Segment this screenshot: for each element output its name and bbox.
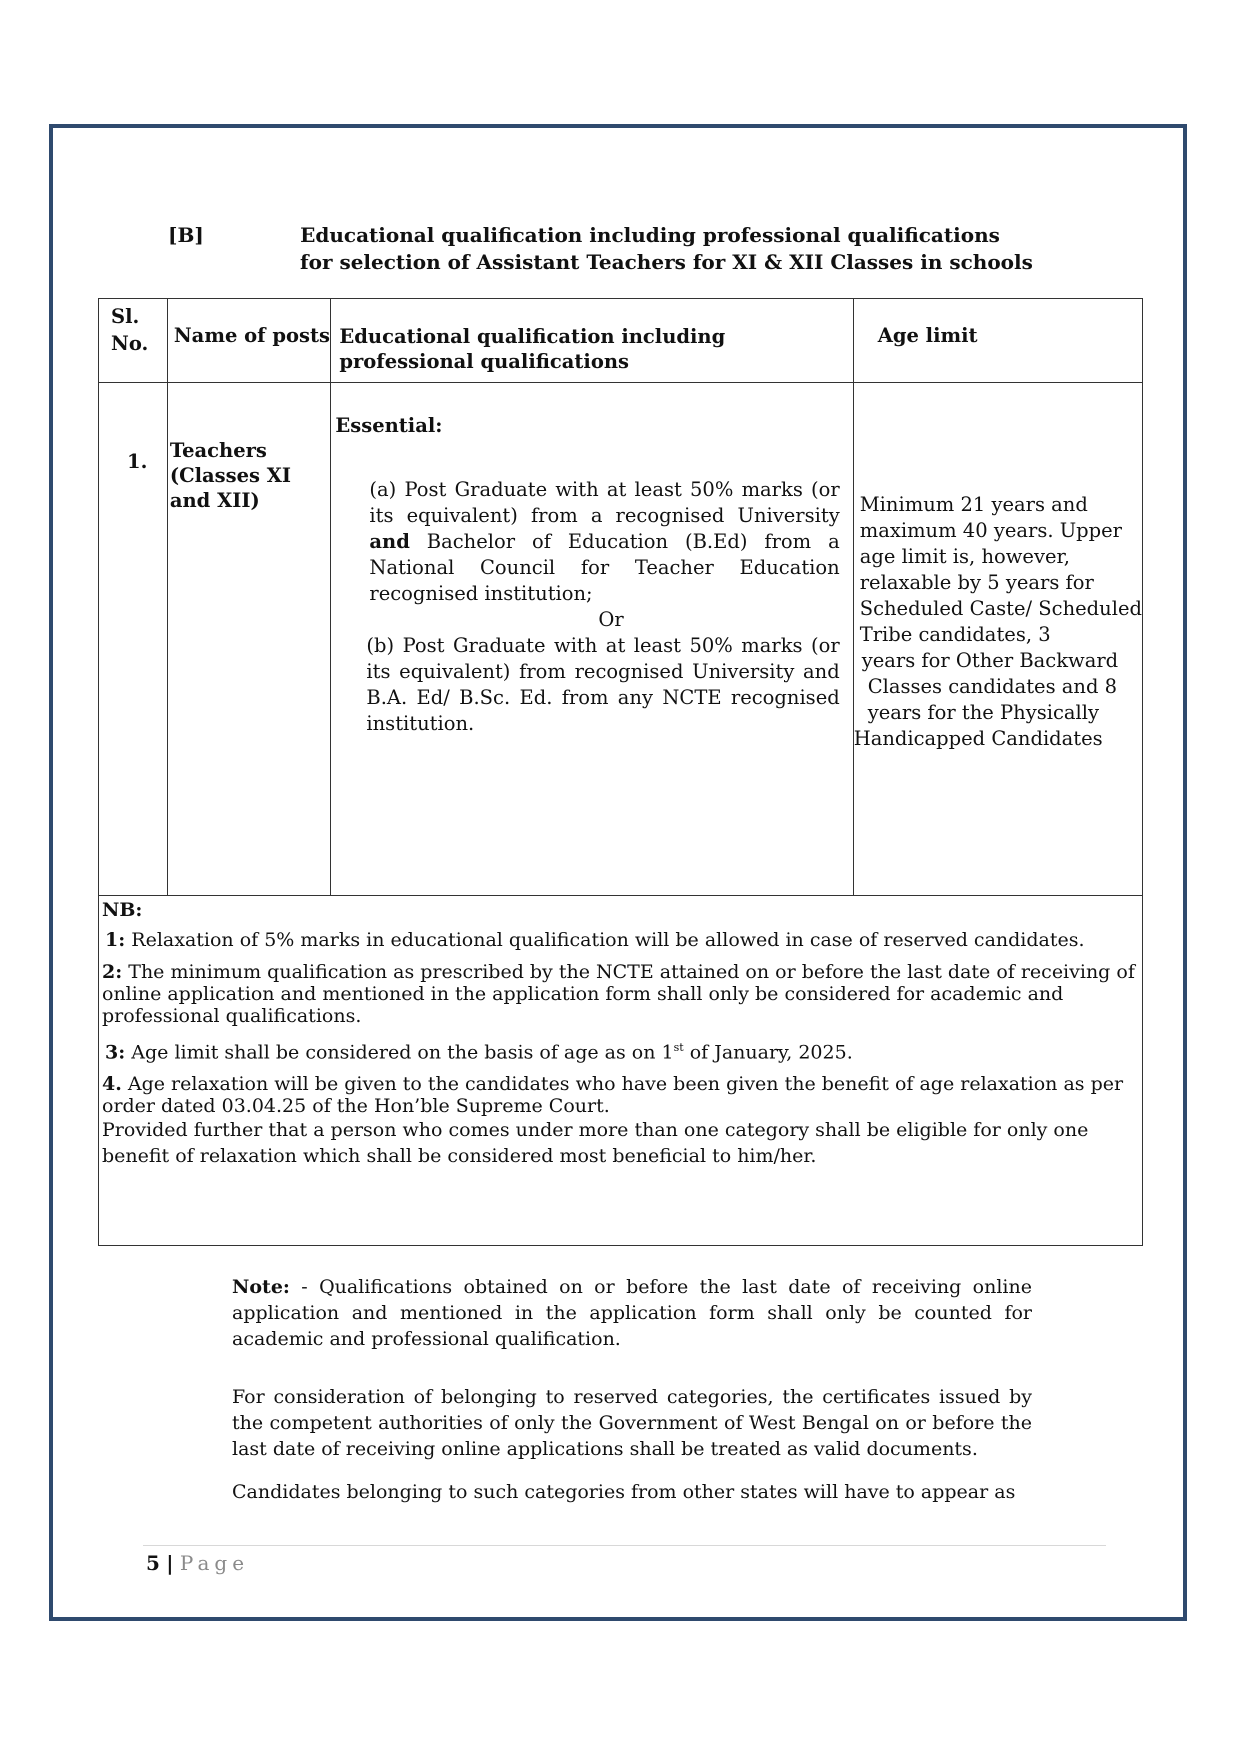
nb-item-4-num: 4. [102, 1073, 122, 1096]
section-label: [B] [168, 223, 204, 247]
essential-label: Essential: [335, 414, 443, 437]
row-sl-cell [99, 383, 168, 896]
page-footer [146, 1551, 249, 1575]
header-post [167, 299, 331, 383]
option-b: (b) Post Graduate with at least 50% marks (or its equivalent) from recognised University and B.A. Ed/ B.Sc. Ed. from any NCTE recognised institution. [366, 634, 840, 735]
nb-item-4-text: Age relaxation will be given to the candidates who have been given the benefit of age relaxation as per order dated 03.04.25 of the Hon’ble Supreme Court. [102, 1073, 1124, 1118]
header-sl: Sl. [111, 305, 140, 328]
header-age-text: Age limit [877, 324, 978, 347]
footer-divider [143, 1545, 1106, 1546]
nb-cell [99, 896, 1143, 1246]
note-text-3: Candidates belonging to such categories from other states will have to appear as [232, 1481, 1016, 1503]
age-limit-line: years for Other Backward [861, 649, 1119, 672]
option-a-and: and [369, 530, 410, 553]
page-label: Page [179, 1551, 250, 1575]
row-sl: 1. [127, 450, 148, 473]
table-row [99, 383, 1143, 896]
row-qualification-cell [331, 383, 853, 896]
header-qualification-text: Educational qualification including professional qualifications [339, 325, 726, 373]
option-a-text-2: Bachelor of Education (B.Ed) from a National Council for Teacher Education recognised institution; [369, 530, 840, 605]
nb-item-3-num: 3: [105, 1041, 126, 1064]
nb-provided: Provided further that a person who comes under more than one category shall be eligible for only one benefit of relaxation which shall be considered most beneficial to him/her. [102, 1119, 1089, 1168]
option-a-text: (a) Post Graduate with at least 50% marks (or its equivalent) from a recognised University [369, 478, 840, 527]
header-no: No. [111, 332, 149, 355]
nb-row [99, 896, 1143, 1246]
header-sl-no [99, 299, 168, 383]
row-age-cell [853, 383, 1142, 896]
table-header-row [99, 299, 1143, 383]
age-limit-line: Scheduled Caste/ Scheduled [859, 597, 1142, 620]
section-title [300, 222, 1033, 276]
nb-item-1-text: Relaxation of 5% marks in educational qualification will be allowed in case of reserved candidates. [125, 929, 1085, 951]
age-limit-line: years for the Physically [867, 701, 1100, 724]
row-post: Teachers (Classes XI and XII) [169, 439, 292, 512]
age-limit-line: Classes candidates and 8 [867, 675, 1118, 698]
page-separator: | [166, 1551, 174, 1575]
note-para-1 [232, 1274, 1032, 1352]
section-title-line-2: for selection of Assistant Teachers for XI & XII Classes in schools [300, 250, 1033, 274]
or-separator: Or [598, 608, 624, 631]
nb-item-3-sup: st [673, 1041, 684, 1054]
nb-item-3-text-2: of January, 2025. [683, 1041, 853, 1064]
nb-item-1-num: 1: [105, 929, 126, 951]
header-qualification [331, 299, 853, 383]
nb-item-1 [102, 929, 1139, 951]
nb-item-3-text: Age limit shall be considered on the basis of age as on 1 [125, 1041, 674, 1064]
nb-item-2-text: The minimum qualification as prescribed by the NCTE attained on or before the last date of receiving of online application and mentioned in the application form shall only be considered for academic and professional qualifications. [102, 961, 1135, 1027]
header-age [853, 299, 1142, 383]
nb-item-4 [102, 1073, 1139, 1117]
age-limit-text [854, 383, 1142, 752]
age-limit-line: Minimum 21 years and [859, 493, 1088, 516]
age-limit-line: Handicapped Candidates [853, 727, 1103, 750]
age-limit-line: Tribe candidates, 3 [859, 623, 1051, 646]
page-number: 5 [146, 1551, 160, 1575]
nb-item-2-num: 2: [102, 961, 123, 983]
option-a [331, 437, 852, 607]
nb-item-3 [102, 1037, 1139, 1063]
age-limit-line: maximum 40 years. Upper [859, 519, 1122, 542]
note-para-2 [232, 1384, 1032, 1462]
age-limit-line: relaxable by 5 years for [859, 571, 1094, 594]
row-post-cell [167, 383, 331, 896]
note-text-1: - Qualifications obtained on or before the last date of receiving online application and mentioned in the application form shall only be counted for academic and professional qualification. [232, 1276, 1032, 1350]
nb-item-2 [102, 961, 1139, 1027]
header-post-text: Name of posts [173, 324, 330, 347]
nb-label: NB: [102, 899, 143, 921]
note-para-3 [232, 1479, 1032, 1505]
qualification-table [98, 298, 1143, 1246]
note-label: Note: [232, 1276, 290, 1298]
age-limit-line: age limit is, however, [859, 545, 1070, 568]
section-title-line-1: Educational qualification including professional qualifications [300, 223, 1000, 247]
note-text-2: For consideration of belonging to reserved categories, the certificates issued by the competent authorities of only the Government of West Bengal on or before the last date of receiving online applications shall be treated as valid documents. [232, 1386, 1032, 1460]
